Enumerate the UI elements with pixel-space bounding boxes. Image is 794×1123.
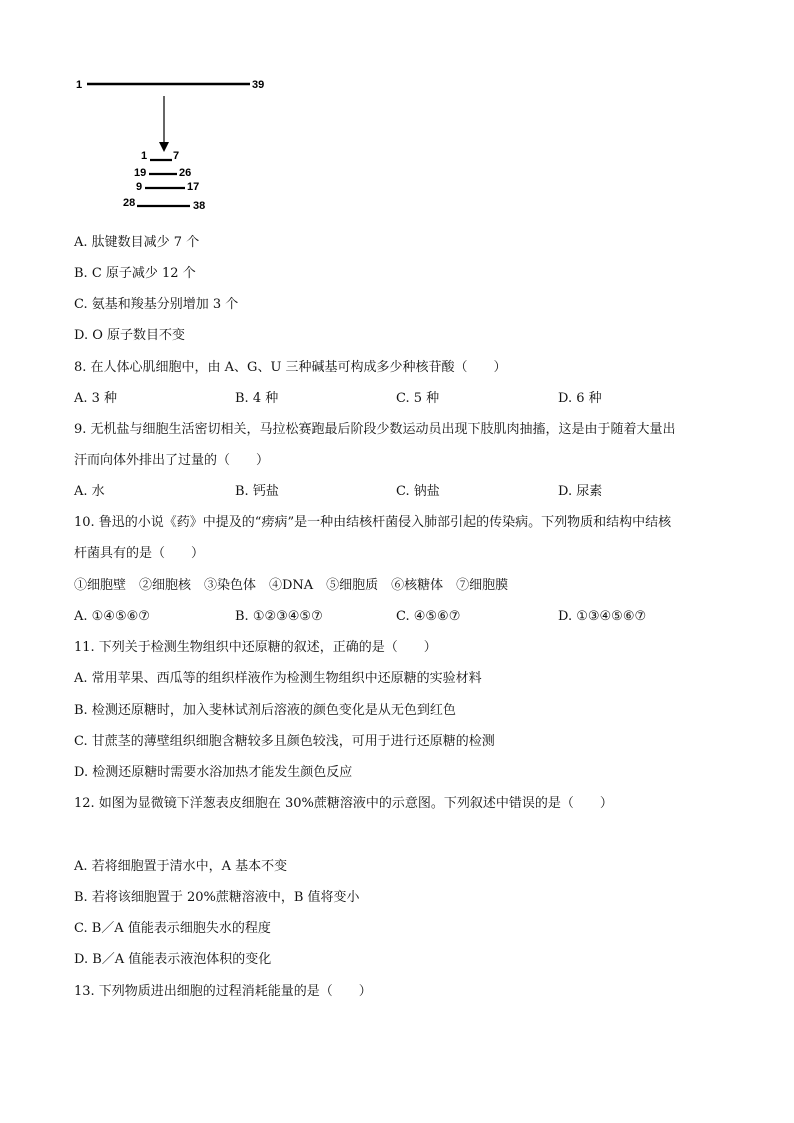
q9-option-a: A. 水 xyxy=(74,484,105,499)
fragment-4-end-label: 38 xyxy=(193,200,206,212)
fragment-3-end-label: 17 xyxy=(187,181,200,193)
q9-stem-line2: 汗而向体外排出了过量的（ ） xyxy=(74,453,270,468)
q9-option-d: D. 尿素 xyxy=(558,484,603,499)
q7-option-c: C. 氨基和羧基分别增加 3 个 xyxy=(74,297,239,312)
q13-stem: 13. 下列物质进出细胞的过程消耗能量的是（ ） xyxy=(74,984,372,999)
q12-option-d: D. B／A 值能表示液泡体积的变化 xyxy=(74,952,272,967)
main-chain-start-label: 1 xyxy=(76,79,83,91)
q11-option-a: A. 常用苹果、西瓜等的组织样液作为检测生物组织中还原糖的实验材料 xyxy=(74,671,482,686)
q10-option-a: A. ①④⑤⑥⑦ xyxy=(74,609,150,624)
q12-option-c: C. B／A 值能表示细胞失水的程度 xyxy=(74,921,271,936)
q11-option-b: B. 检测还原糖时，加入斐林试剂后溶液的颜色变化是从无色到红色 xyxy=(74,703,456,718)
q12-stem: 12. 如图为显微镜下洋葱表皮细胞在 30%蔗糖溶液中的示意图。下列叙述中错误的是（ ） xyxy=(74,796,613,811)
q10-option-d: D. ①③④⑤⑥⑦ xyxy=(558,609,647,624)
q9-option-c: C. 钠盐 xyxy=(396,484,440,499)
fragment-4-start-label: 28 xyxy=(123,197,136,209)
fragment-1-start-label: 1 xyxy=(141,150,148,162)
fragment-2-start-label: 19 xyxy=(134,167,147,179)
fragment-1-end-label: 7 xyxy=(173,150,180,162)
q7-option-d: D. O 原子数目不变 xyxy=(74,328,186,343)
q8-option-d: D. 6 种 xyxy=(558,391,602,406)
q11-option-c: C. 甘蔗茎的薄壁组织细胞含糖较多且颜色较浅，可用于进行还原糖的检测 xyxy=(74,734,495,749)
main-chain-end-label: 39 xyxy=(252,79,265,91)
q8-option-a: A. 3 种 xyxy=(74,391,118,406)
q9-option-b: B. 钙盐 xyxy=(235,484,279,499)
q11-option-d: D. 检测还原糖时需要水浴加热才能发生颜色反应 xyxy=(74,765,353,780)
q12-option-a: A. 若将细胞置于清水中，A 基本不变 xyxy=(74,859,288,874)
q7-option-a: A. 肽键数目减少 7 个 xyxy=(74,235,200,250)
fragment-2-end-label: 26 xyxy=(179,167,192,179)
q10-option-b: B. ①②③④⑤⑦ xyxy=(235,609,323,624)
q11-stem: 11. 下列关于检测生物组织中还原糖的叙述，正确的是（ ） xyxy=(74,640,437,655)
fragment-3-start-label: 9 xyxy=(136,181,143,193)
q10-stem-line2: 杆菌具有的是（ ） xyxy=(74,546,205,561)
peptide-cleavage-diagram xyxy=(60,70,290,220)
down-arrow-icon xyxy=(159,142,169,152)
q10-items: ①细胞壁 ②细胞核 ③染色体 ④DNA ⑤细胞质 ⑥核糖体 ⑦细胞膜 xyxy=(74,578,509,593)
q12-option-b: B. 若将该细胞置于 20%蔗糖溶液中，B 值将变小 xyxy=(74,890,360,905)
q8-stem: 8. 在人体心肌细胞中，由 A、G、U 三种碱基可构成多少种核苷酸（ ） xyxy=(74,360,507,375)
q10-stem-line1: 10. 鲁迅的小说《药》中提及的“痨病”是一种由结核杆菌侵入肺部引起的传染病。下列物质和结构中结核 xyxy=(74,515,672,530)
q8-option-c: C. 5 种 xyxy=(396,391,440,406)
q7-option-b: B. C 原子减少 12 个 xyxy=(74,266,196,281)
q8-option-b: B. 4 种 xyxy=(235,391,279,406)
q10-option-c: C. ④⑤⑥⑦ xyxy=(396,609,461,624)
q9-stem-line1: 9. 无机盐与细胞生活密切相关，马拉松赛跑最后阶段少数运动员出现下肢肌肉抽搐，这是由于随着大量出 xyxy=(74,422,676,437)
